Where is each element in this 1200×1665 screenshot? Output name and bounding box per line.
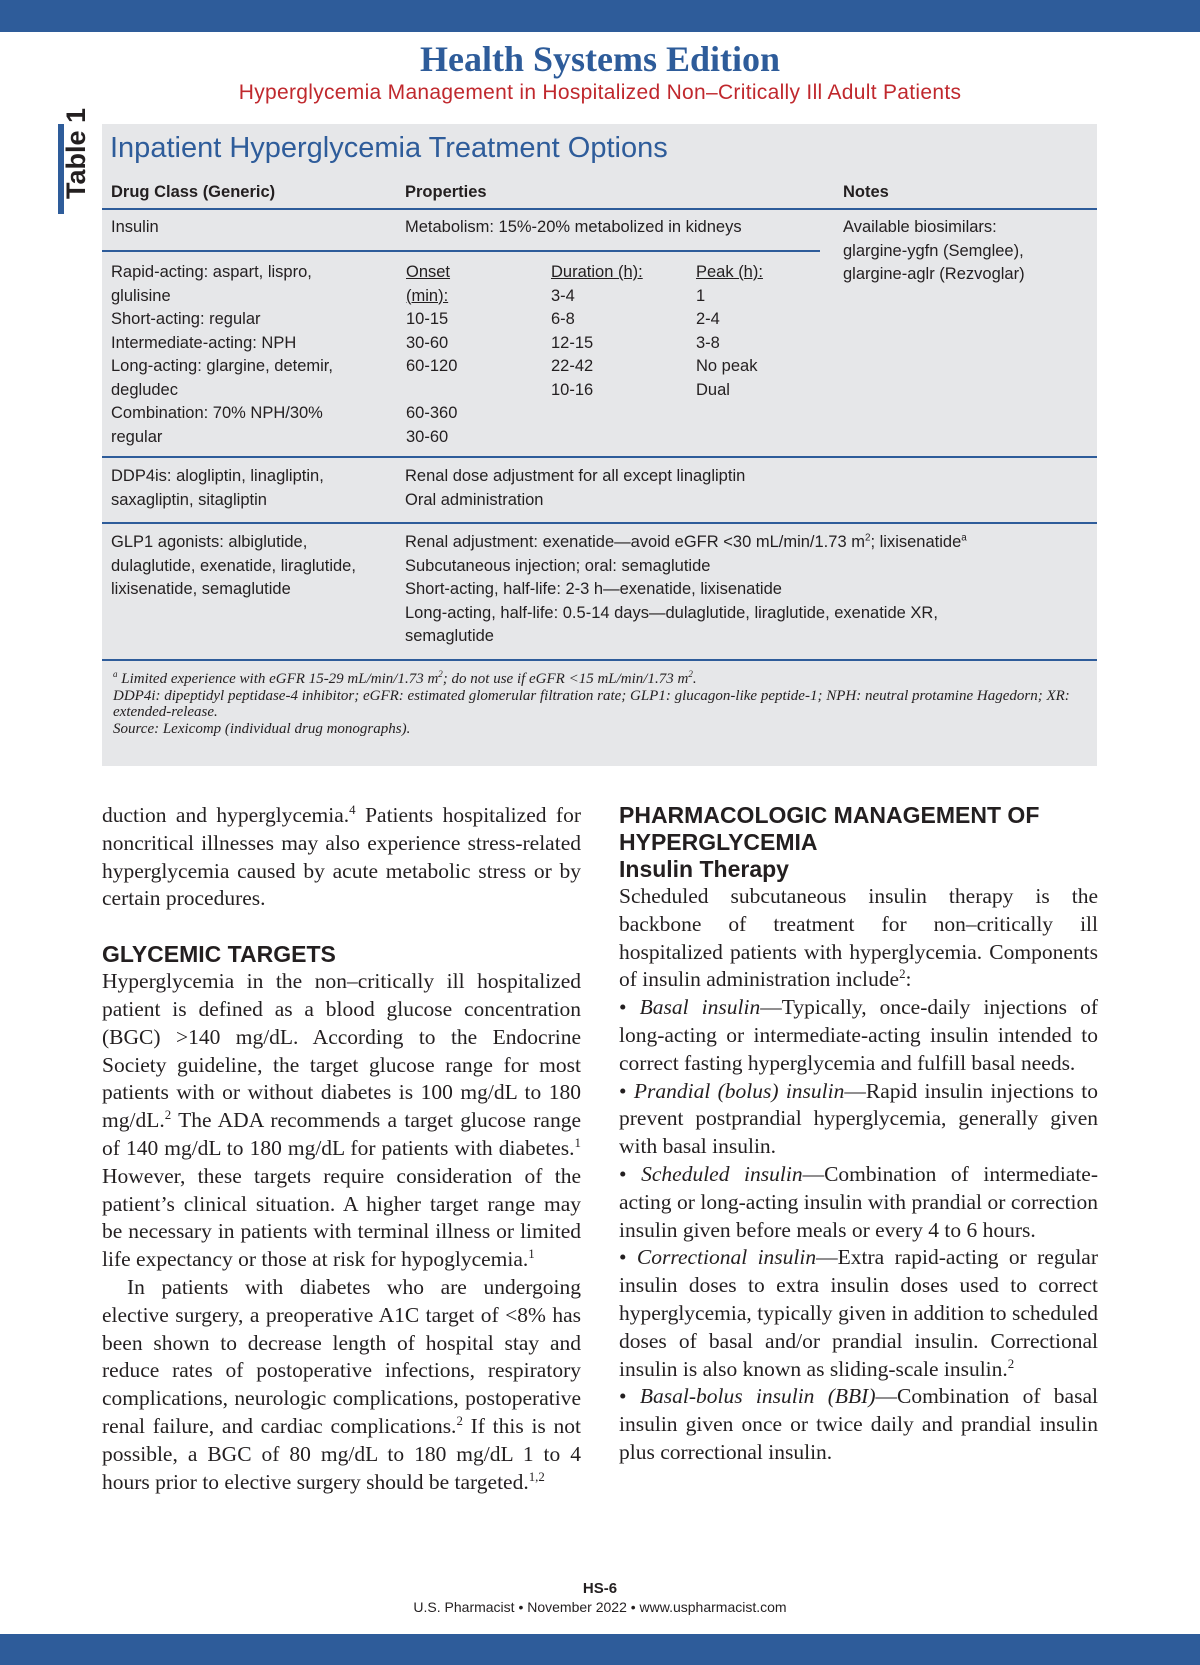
- onset-header: (min):: [406, 286, 449, 305]
- text: duction and hyperglycemia.: [102, 803, 350, 827]
- glp1-renal-suffix: ; lixisenatide: [870, 533, 962, 551]
- onset-value: [406, 379, 457, 403]
- right-column: [619, 802, 1098, 1467]
- glp1-property-line: Short-acting, half-life: 2-3 h—exenatide, lixisenatide: [405, 580, 782, 598]
- dpp4-property-line: Renal dose adjustment for all except linagliptin: [405, 467, 746, 485]
- text: In patients with diabetes who are undergoing elective surgery, a preoperative A1C target of <8% has been shown to decrease length of hospital stay and reduce rates of postoperative infections, respiratory complications, neurologic complications, postoperative renal failure, and cardiac complications.: [102, 1274, 581, 1438]
- dpp4-class-line: saxagliptin, sitagliptin: [111, 490, 267, 509]
- peak-value: 2-4: [696, 310, 720, 328]
- footnote-a-text: .: [692, 671, 697, 687]
- onset-header: Onset: [406, 263, 451, 281]
- paragraph: [619, 883, 1098, 994]
- peak-value: Dual: [696, 380, 730, 399]
- duration-value: 3-4: [551, 286, 575, 305]
- table-title: Inpatient Hyperglycemia Treatment Options: [110, 132, 668, 164]
- bullet-text: —Extra rapid-acting or regular insulin doses to extra insulin doses used to correct hyperglycemia, typically given in addition to scheduled doses of basal and/or prandial insulin. Correctional insulin is also known as sliding-scale insulin.: [619, 1245, 1099, 1381]
- duration-value: 6-8: [551, 310, 575, 328]
- onset-value: 30-60: [406, 333, 449, 352]
- glp1-property-line: Subcutaneous injection; oral: semaglutide: [405, 556, 711, 575]
- glp1-properties: [405, 531, 1095, 649]
- insulin-type-line: regular: [111, 427, 163, 446]
- text: Scheduled subcutaneous insulin therapy is the backbone of treatment for non–critically ill hospitalized patients with hyperglycemia. Components of insulin administration include: [619, 884, 1098, 992]
- notes-line: Available biosimilars:: [843, 218, 997, 236]
- citation: 1: [574, 1135, 581, 1150]
- footnote-source: Source: Lexicomp (individual drug monographs).: [113, 720, 411, 737]
- duration-value: 10-16: [551, 380, 594, 399]
- header-rule: [102, 208, 1097, 210]
- bullet-term: Basal-bolus insulin (BBI): [639, 1384, 876, 1409]
- peak-value: No peak: [696, 357, 758, 375]
- onset-value: 60-360: [406, 404, 458, 422]
- superscript: 2: [688, 669, 693, 679]
- glp1-renal-line: [405, 531, 1095, 555]
- notes-line: glargine-aglr (Rezvoglar): [843, 265, 1025, 283]
- bullet-term: Correctional insulin: [636, 1245, 817, 1270]
- bullet-term: Prandial (bolus) insulin: [633, 1078, 845, 1103]
- bullet-text: —Typically, once-daily injections of long-acting or intermediate-acting insulin intended to correct fasting hyperglycemia and fulfill basal needs.: [619, 995, 1099, 1075]
- duration-header: Duration (h):: [551, 263, 643, 281]
- paragraph: [102, 968, 581, 1274]
- citation: 2: [456, 1413, 463, 1428]
- duration-value: 22-42: [551, 357, 594, 375]
- section-heading-pharmacologic: PHARMACOLOGIC MANAGEMENT OF HYPERGLYCEMIA: [619, 802, 1040, 855]
- table-label-text: Table 1: [61, 107, 91, 199]
- glp1-property-line: Long-acting, half-life: 0.5-14 days—dulaglutide, liraglutide, exenatide XR,: [405, 603, 938, 622]
- citation: 1,2: [528, 1469, 545, 1484]
- bullet-item: • Scheduled insulin—Combination of intermediate-acting or long-acting insulin with prandial or correction insulin given before meals or every 4 to 6 hours.: [619, 1161, 1099, 1242]
- bullet-term: Basal insulin: [639, 995, 761, 1020]
- bullet-text: —Combination of intermediate-acting or long-acting insulin with prandial or correction insulin given before meals or every 4 to 6 hours.: [619, 1161, 1099, 1242]
- left-column: [102, 802, 581, 1496]
- insulin-metabolism: Metabolism: 15%-20% metabolized in kidneys: [405, 218, 742, 236]
- onset-column: [406, 261, 457, 449]
- col-header-notes: Notes: [843, 183, 889, 201]
- edition-title: Health Systems Edition: [419, 39, 781, 79]
- insulin-class: Insulin: [111, 218, 159, 236]
- table-footnote: [113, 671, 1083, 737]
- col-header-drug-class: Drug Class (Generic): [111, 183, 276, 201]
- glp1-class: [111, 531, 356, 602]
- subheading-insulin-therapy: Insulin Therapy: [619, 856, 789, 882]
- duration-column: [551, 261, 643, 402]
- table-label: [58, 107, 102, 214]
- row-rule: [102, 456, 1097, 458]
- text: However, these targets require consideration of the patient’s clinical situation. A higher target range may be necessary in patients with terminal illness or limited life expectancy or those at risk for hypoglycemia.: [102, 1163, 581, 1272]
- onset-value: 30-60: [406, 427, 449, 446]
- bullet-item: • Correctional insulin—Extra rapid-acting or regular insulin doses to extra insulin doses used to correct hyperglycemia, typically given in addition to scheduled doses of basal and/or prandial insulin. Correctional insulin is also known as sliding-scale insulin.$^2$: [619, 1245, 1099, 1381]
- footnote-a: [113, 671, 1083, 688]
- superscript: 2: [864, 532, 871, 544]
- citation: 2: [164, 1108, 172, 1123]
- insulin-type-line: degludec: [111, 380, 178, 399]
- glp1-class-line: lixisenatide, semaglutide: [111, 580, 291, 598]
- insulin-type-line: Long-acting: glargine, detemir,: [111, 357, 333, 375]
- top-color-bar: [0, 0, 1200, 32]
- footnote-abbreviations: DDP4i: dipeptidyl peptidase-4 inhibitor; eGFR: estimated glomerular filtration rate; GLP1: glucagon-like peptide-1; NPH: neutral protamine Hagedorn; XR: extended-release.: [113, 687, 1070, 720]
- insulin-notes: [843, 216, 1093, 287]
- insulin-type-line: Combination: 70% NPH/30%: [111, 404, 323, 422]
- notes-line: glargine-ygfn (Semglee),: [843, 241, 1024, 260]
- duration-value: 12-15: [551, 333, 594, 352]
- footnote-marker: a: [113, 669, 118, 679]
- citation: 2: [899, 967, 906, 982]
- text: If this is not possible, a BGC of 80 mg/dL to 180 mg/dL 1 to 4 hours prior to elective surgery should be targeted.: [102, 1413, 581, 1494]
- insulin-subrule: [102, 250, 820, 252]
- row-rule: [102, 522, 1097, 524]
- text: Hyperglycemia in the non–critically ill hospitalized patient is defined as a blood glucose concentration (BGC) >140 mg/dL. According to the Endocrine Society guideline, the target glucose range for most patients with or without diabetes is 100 mg/dL to 180 mg/dL.: [102, 969, 581, 1133]
- bullet-item: • Basal-bolus insulin (BBI)—Combination of basal insulin given once or twice daily and prandial insulin plus correctional insulin.: [619, 1384, 1098, 1464]
- citation: 1: [528, 1247, 535, 1261]
- bullet-item: • Prandial (bolus) insulin—Rapid insulin injections to prevent postprandial hyperglycemia, generally given with basal insulin.: [619, 1078, 1098, 1159]
- glp1-renal-text: Renal adjustment: exenatide—avoid eGFR <30 mL/min/1.73 m: [405, 533, 865, 551]
- superscript: 2: [438, 669, 443, 679]
- bullet-text: —Combination of basal insulin given once or twice daily and prandial insulin plus correctional insulin.: [619, 1384, 1098, 1464]
- dpp4-class-line: DDP4is: alogliptin, linagliptin,: [111, 467, 324, 485]
- dpp4-property-line: Oral administration: [405, 490, 544, 509]
- bullet-item: • Basal insulin—Typically, once-daily injections of long-acting or intermediate-acting insulin intended to correct fasting hyperglycemia and fulfill basal needs.: [619, 995, 1099, 1075]
- dpp4-properties: [405, 465, 745, 512]
- citation: 2: [1007, 1356, 1015, 1371]
- row-rule: [102, 659, 1097, 661]
- bullet-text: —Rapid insulin injections to prevent postprandial hyperglycemia, generally given with basal insulin.: [619, 1078, 1098, 1159]
- bullet-term: Scheduled insulin: [641, 1161, 803, 1186]
- col-header-properties: Properties: [405, 183, 487, 201]
- footnote-a-text: Limited experience with eGFR 15-29 mL/min/1.73 m: [117, 671, 439, 687]
- text: :: [905, 967, 912, 992]
- glp1-class-line: GLP1 agonists: albiglutide,: [111, 533, 308, 551]
- paragraph: [102, 802, 581, 913]
- footer-credit: U.S. Pharmacist • November 2022 • www.uspharmacist.com: [413, 1599, 787, 1615]
- peak-header: Peak (h):: [696, 263, 763, 281]
- article-subtitle: Hyperglycemia Management in Hospitalized Non–Critically Ill Adult Patients: [238, 81, 962, 104]
- text: The ADA recommends a target glucose range of 140 mg/dL to 180 mg/dL for patients with diabetes.: [102, 1108, 581, 1160]
- peak-column: [696, 261, 763, 402]
- peak-value: 1: [696, 286, 706, 305]
- citation: 4: [349, 802, 356, 817]
- section-heading-glycemic-targets: GLYCEMIC TARGETS: [102, 941, 336, 968]
- paragraph: [102, 1274, 581, 1496]
- insulin-types: [111, 261, 333, 449]
- insulin-type-line: glulisine: [111, 286, 171, 305]
- onset-value: 10-15: [406, 310, 449, 328]
- onset-value: 60-120: [406, 357, 458, 375]
- insulin-type-line: Short-acting: regular: [111, 310, 261, 328]
- insulin-type-line: Rapid-acting: aspart, lispro,: [111, 263, 312, 281]
- bottom-color-bar: [0, 1634, 1200, 1665]
- glp1-class-line: dulaglutide, exenatide, liraglutide,: [111, 556, 356, 575]
- footnote-marker: a: [961, 532, 967, 544]
- footnote-a-text: ; do not use if eGFR <15 mL/min/1.73 m: [442, 671, 689, 687]
- page-number: HS-6: [582, 1580, 618, 1597]
- text: Patients hospitalized for noncritical illnesses may also experience stress-related hyperglycemia caused by acute metabolic stress or by certain procedures.: [102, 803, 581, 911]
- peak-value: 3-8: [696, 333, 720, 352]
- insulin-type-line: Intermediate-acting: NPH: [111, 333, 297, 352]
- glp1-property-line: semaglutide: [405, 627, 494, 645]
- dpp4-class: [111, 465, 324, 512]
